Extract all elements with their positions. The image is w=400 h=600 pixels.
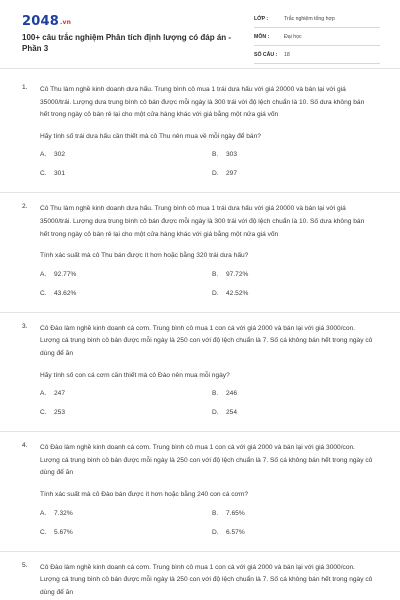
option-text: 302: [54, 151, 66, 159]
option-c[interactable]: [40, 170, 65, 177]
answer-options: [40, 510, 374, 548]
document-header: [0, 0, 400, 68]
option-text: 7.32%: [54, 509, 73, 517]
question-number: 3.: [22, 322, 28, 330]
option-b[interactable]: [212, 390, 237, 397]
option-text: 247: [54, 390, 66, 398]
meta-row-class: [254, 13, 380, 28]
option-d[interactable]: [212, 290, 248, 297]
question-text: Cô Đào làm nghề kinh doanh cá cơm. Trung bình cô mua 1 con cá với giá 2000 và bán lại với giá 3000/con. Lượng cá trung bình cô bán được mỗi ngày là 250 con với độ lệch chuẩn là 7. Số cá không bán hết trong ngày cô dùng để ăn: [40, 444, 373, 477]
site-logo[interactable]: [22, 14, 71, 29]
option-c[interactable]: [40, 409, 65, 416]
logo-main: 2048: [22, 14, 59, 29]
option-letter: A.: [40, 509, 47, 517]
option-b[interactable]: [212, 271, 248, 278]
document-title: 100+ câu trắc nghiệm Phân tích định lượng có đáp án - Phần 3: [22, 33, 232, 53]
meta-row-subject: [254, 31, 380, 46]
option-letter: D.: [212, 409, 219, 417]
option-text: 97.72%: [226, 270, 249, 278]
meta-label: MÔN :: [254, 34, 270, 40]
option-text: 92.77%: [54, 270, 77, 278]
logo-suffix: .vn: [59, 19, 72, 26]
meta-value: 18: [284, 52, 290, 58]
option-letter: B.: [212, 270, 219, 278]
option-letter: D.: [212, 528, 219, 536]
option-letter: D.: [212, 289, 219, 297]
question-number: 5.: [22, 561, 28, 569]
question-3: [0, 323, 400, 428]
option-a[interactable]: [40, 510, 73, 517]
question-prompt: Hãy tính số con cá cơm cần thiết mà cô Đào nên mua mỗi ngày?: [40, 371, 230, 379]
option-b[interactable]: [212, 510, 245, 517]
header-divider: [0, 68, 400, 69]
option-text: 7.65%: [226, 509, 245, 517]
option-text: 6.57%: [226, 528, 245, 536]
meta-value: Đại học: [284, 34, 302, 40]
question-4: [0, 442, 400, 547]
question-number: 4.: [22, 442, 28, 450]
meta-row-count: [254, 49, 380, 64]
option-a[interactable]: [40, 151, 65, 158]
option-letter: C.: [40, 289, 47, 297]
option-letter: D.: [212, 170, 219, 178]
option-d[interactable]: [212, 409, 237, 416]
question-text: Cô Thu làm nghề kinh doanh dưa hấu. Trung bình cô mua 1 trái dưa hấu với giá 20000 và bán lại với giá 35000/trái. Lượng dưa trung bình cô bán được mỗi ngày là 300 trái với độ lệch chuẩn là 10. Số dưa không bán hết trong ngày cô bán rẻ lại cho một cửa hàng khác với giá bằng một nửa giá vốn: [40, 205, 365, 238]
option-text: 303: [226, 151, 238, 159]
option-letter: B.: [212, 509, 219, 517]
option-letter: A.: [40, 270, 47, 278]
option-text: 5.67%: [54, 528, 73, 536]
option-text: 297: [226, 170, 238, 178]
question-text: Cô Đào làm nghề kinh doanh cá cơm. Trung bình cô mua 1 con cá với giá 2000 và bán lại với giá 3000/con. Lượng cá trung bình cô bán được mỗi ngày là 250 con với độ lệch chuẩn là 7. Số cá không bán hết trong ngày cô dùng để ăn: [40, 563, 373, 596]
meta-panel: [254, 13, 380, 67]
question-number: 2.: [22, 203, 28, 211]
option-letter: C.: [40, 409, 47, 417]
option-letter: C.: [40, 170, 47, 178]
answer-options: [40, 271, 374, 309]
question-prompt: Tính xác suất mà cô Thu bán được ít hơn hoặc bằng 320 trái dưa hấu?: [40, 252, 249, 260]
question-text: Cô Thu làm nghề kinh doanh dưa hấu. Trung bình cô mua 1 trái dưa hấu với giá 20000 và bán lại với giá 35000/trái. Lượng dưa trung bình cô bán được mỗi ngày là 300 trái với độ lệch chuẩn là 10. Số dưa không bán hết trong ngày cô bán rẻ lại cho một cửa hàng khác với giá bằng một nửa giá vốn: [40, 86, 365, 119]
question-number: 1.: [22, 84, 28, 91]
meta-value: Trắc nghiệm tổng hợp: [284, 16, 335, 22]
meta-label: LỚP :: [254, 16, 269, 22]
option-text: 253: [54, 409, 66, 417]
option-letter: B.: [212, 151, 219, 159]
question-divider: [0, 192, 400, 193]
option-text: 43.62%: [54, 289, 77, 297]
answer-options: [40, 151, 374, 189]
question-divider: [0, 312, 400, 313]
question-text: Cô Đào làm nghề kinh doanh cá cơm. Trung bình cô mua 1 con cá với giá 2000 và bán lại với giá 3000/con. Lượng cá trung bình cô bán được mỗi ngày là 250 con với độ lệch chuẩn là 7. Số cá không bán hết trong ngày cô dùng để ăn: [40, 324, 373, 357]
option-text: 254: [226, 409, 238, 417]
option-d[interactable]: [212, 529, 245, 536]
option-a[interactable]: [40, 390, 65, 397]
option-letter: B.: [212, 390, 219, 398]
option-a[interactable]: [40, 271, 76, 278]
question-divider: [0, 551, 400, 552]
option-letter: A.: [40, 390, 47, 398]
question-list: [0, 84, 400, 599]
option-text: 301: [54, 170, 66, 178]
answer-options: [40, 390, 374, 428]
option-text: 246: [226, 390, 238, 398]
option-c[interactable]: [40, 290, 76, 297]
option-letter: C.: [40, 528, 47, 536]
option-letter: A.: [40, 151, 47, 159]
question-prompt: Tính xác suất mà cô Đào bán được ít hơn hoặc bằng 240 con cá cơm?: [40, 490, 248, 498]
option-d[interactable]: [212, 170, 237, 177]
question-2: [0, 203, 400, 308]
question-prompt: Hãy tính số trái dưa hấu cần thiết mà cô Thu nên mua về mỗi ngày để bán?: [40, 132, 261, 140]
option-text: 42.52%: [226, 289, 249, 297]
question-1: [0, 84, 400, 189]
option-c[interactable]: [40, 529, 73, 536]
question-5: [0, 562, 400, 600]
option-b[interactable]: [212, 151, 237, 158]
question-divider: [0, 431, 400, 432]
meta-label: SỐ CÂU :: [254, 52, 278, 58]
